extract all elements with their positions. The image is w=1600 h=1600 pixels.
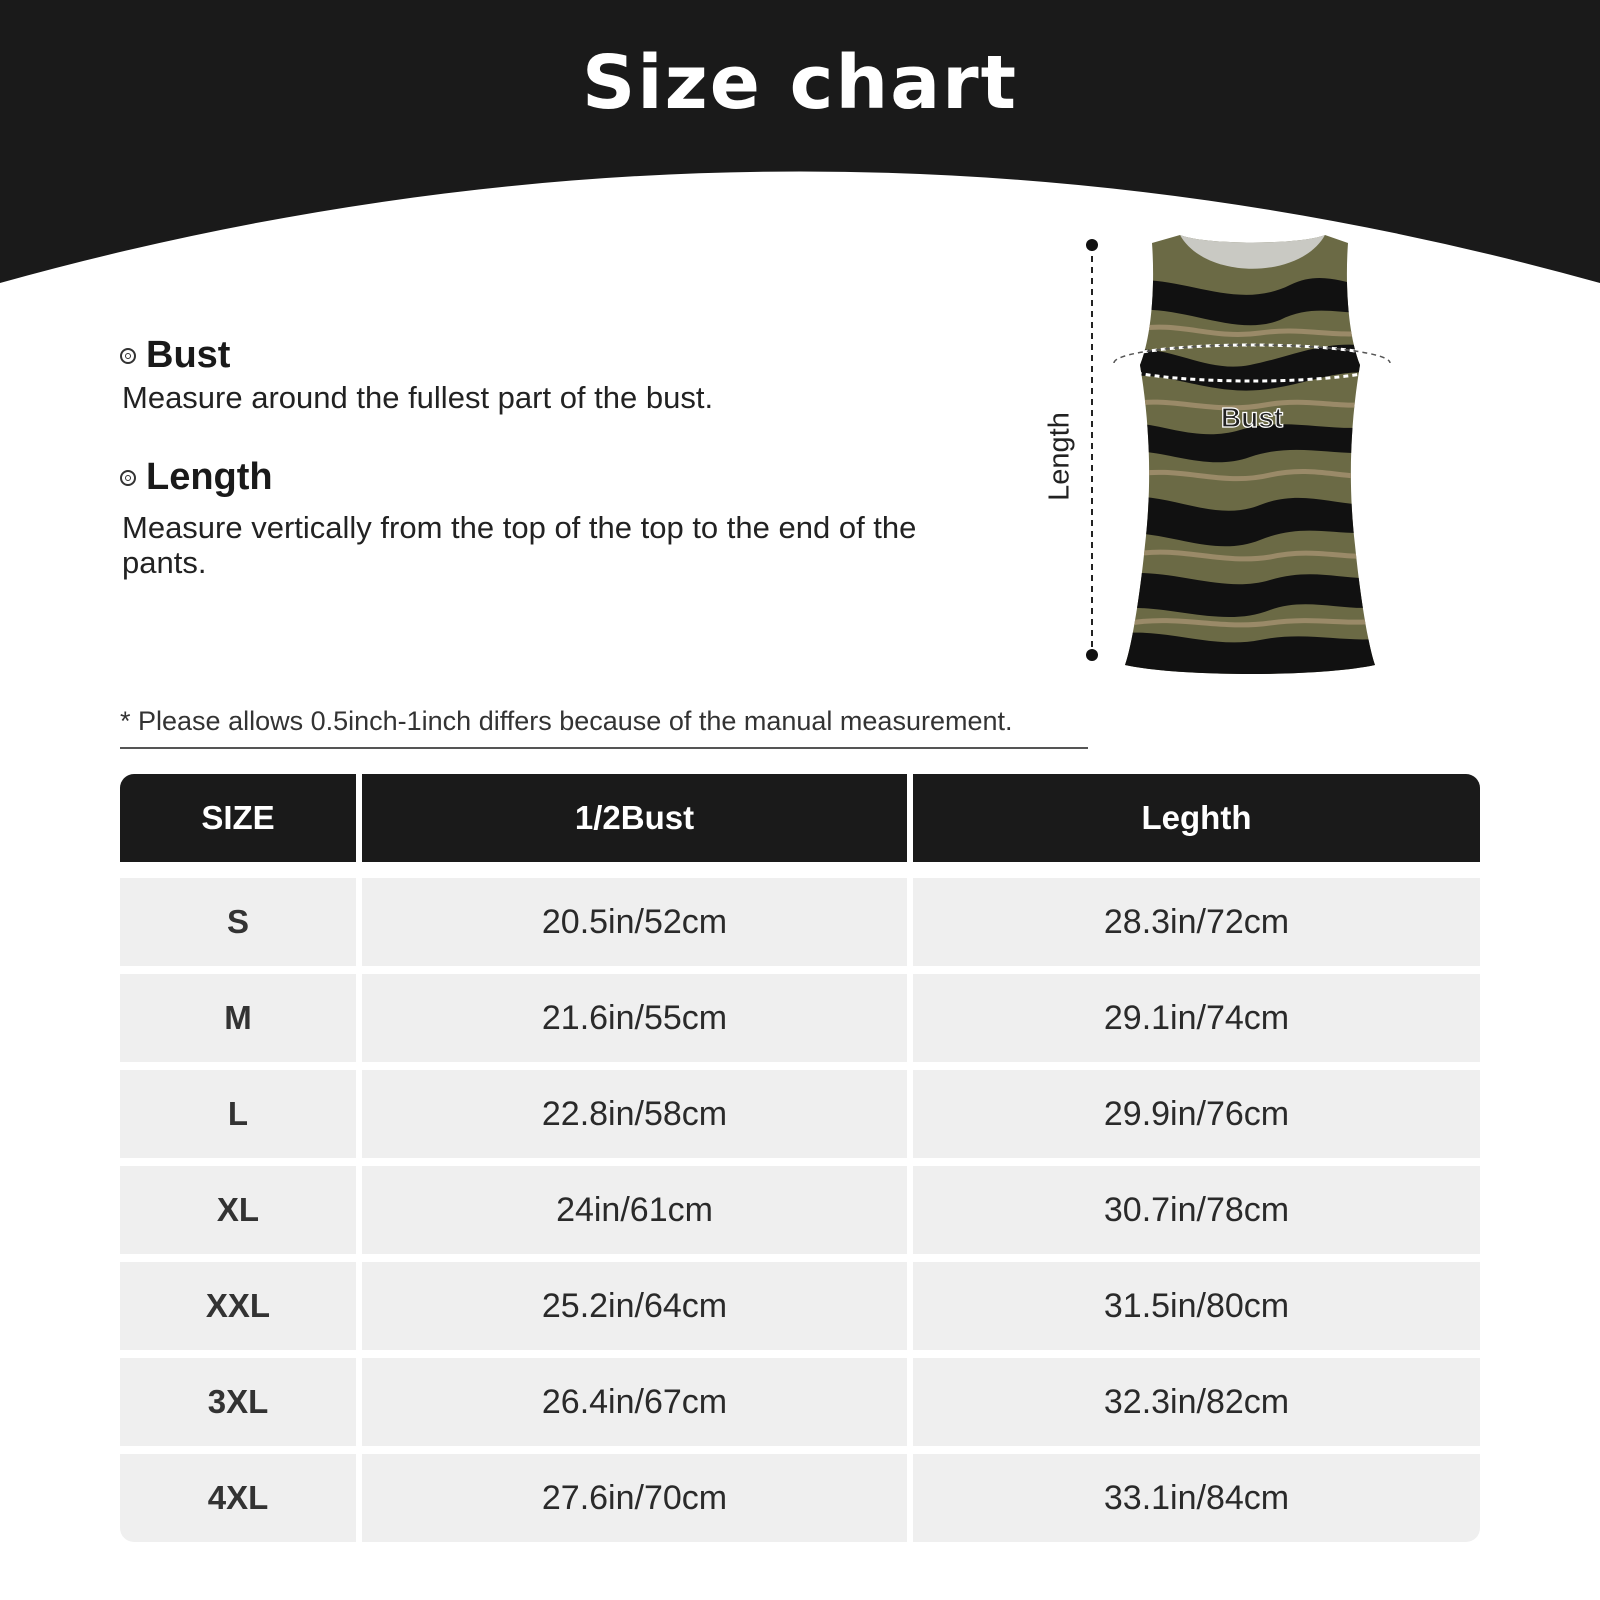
size-cell: L (120, 1070, 356, 1158)
bust-description: Measure around the fullest part of the bust. (122, 380, 714, 415)
measurement-note: * Please allows 0.5inch-1inch differs because of the manual measurement. (120, 706, 1088, 749)
length-cell: 28.3in/72cm (913, 878, 1480, 966)
table-row (120, 1262, 1480, 1350)
size-cell: XXL (120, 1262, 356, 1350)
size-cell: 3XL (120, 1358, 356, 1446)
header-half-bust: 1/2Bust (362, 774, 907, 862)
bust-heading (120, 334, 230, 377)
half-bust-cell: 25.2in/64cm (362, 1262, 907, 1350)
bullet-icon (120, 348, 136, 364)
bullet-icon (120, 470, 136, 486)
header-size: SIZE (120, 774, 356, 862)
length-heading (120, 456, 273, 499)
length-axis-label: Length (1043, 412, 1076, 501)
half-bust-cell: 20.5in/52cm (362, 878, 907, 966)
table-row (120, 1070, 1480, 1158)
header-length: Leghth (913, 774, 1480, 862)
half-bust-cell: 27.6in/70cm (362, 1454, 907, 1542)
length-cell: 31.5in/80cm (913, 1262, 1480, 1350)
table-row (120, 1166, 1480, 1254)
page-title: Size chart (581, 40, 1019, 126)
table-row (120, 878, 1480, 966)
size-table (120, 774, 1480, 1550)
tank-top-illustration (1030, 225, 1460, 690)
length-cell: 29.1in/74cm (913, 974, 1480, 1062)
half-bust-cell: 21.6in/55cm (362, 974, 907, 1062)
half-bust-cell: 22.8in/58cm (362, 1070, 907, 1158)
length-heading-label: Length (146, 456, 273, 498)
size-cell: 4XL (120, 1454, 356, 1542)
length-cell: 29.9in/76cm (913, 1070, 1480, 1158)
bust-heading-label: Bust (146, 334, 231, 376)
length-cell: 33.1in/84cm (913, 1454, 1480, 1542)
size-cell: M (120, 974, 356, 1062)
table-row (120, 1358, 1480, 1446)
length-cell: 32.3in/82cm (913, 1358, 1480, 1446)
bust-figure-label: Bust (1220, 402, 1284, 433)
size-cell: S (120, 878, 356, 966)
half-bust-cell: 26.4in/67cm (362, 1358, 907, 1446)
length-description: Measure vertically from the top of the top to the end of the pants. (122, 510, 917, 580)
table-row (120, 1454, 1480, 1542)
table-row (120, 974, 1480, 1062)
half-bust-cell: 24in/61cm (362, 1166, 907, 1254)
size-cell: XL (120, 1166, 356, 1254)
length-cell: 30.7in/78cm (913, 1166, 1480, 1254)
table-header-row (120, 774, 1480, 862)
